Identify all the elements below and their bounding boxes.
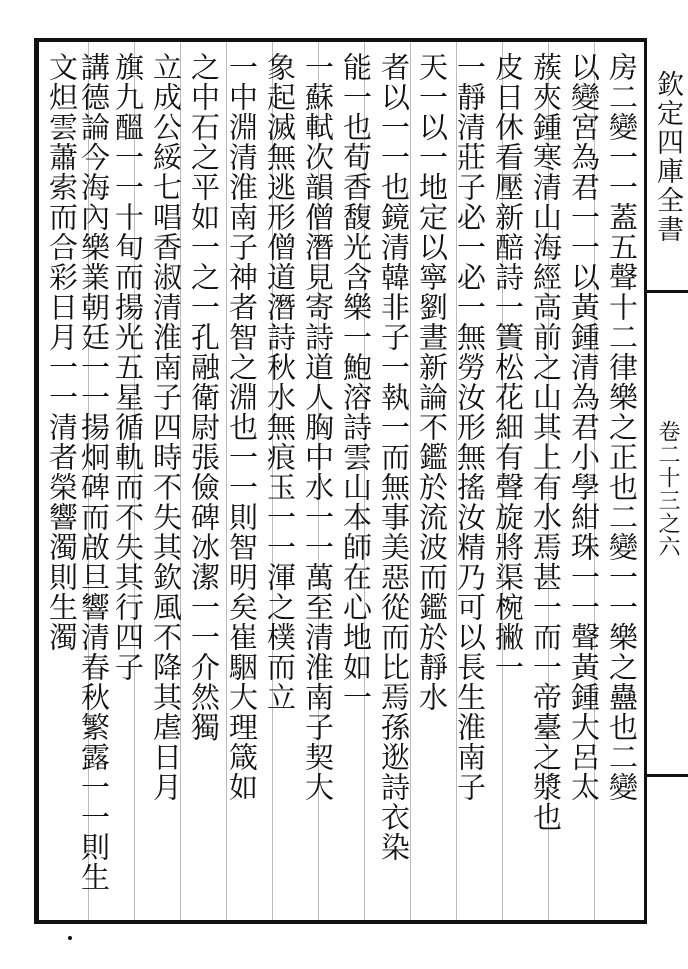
text-column-6: 天一以一地定以寧劉晝新論不鑑於流波而鑑於靜水: [415, 52, 449, 712]
text-column-7: 者以一一也鏡清韓非子一執一而無事美惡從而比焉孫逖詩衣染: [377, 52, 411, 862]
ink-dot: [68, 936, 72, 940]
fold-rule-upper: [646, 290, 688, 293]
text-column-15: 講德論今海內樂業朝廷一一揚炯碑而啟旦響清春秋繁露一一則生: [77, 52, 111, 892]
text-column-11: 一中淵清淮南子神者智之淵也一一則智明矣崔駰大理箴如: [225, 52, 259, 802]
text-column-16: 文炟雲蕭索而合彩日月一一清者榮響濁則生濁: [45, 52, 79, 652]
text-column-12: 之中石之平如一之一孔融衛尉張儉碑冰潔一一介然獨: [187, 52, 221, 742]
book-title: 欽定四庫全書: [652, 70, 683, 244]
fold-rule-lower: [646, 774, 688, 777]
text-column-4: 皮日休看壓新醅詩一簀松花細有聲旋將渠椀撇一: [491, 52, 525, 682]
text-column-13: 立成公綏七唱香淑清淮南子四時不失其欽風不降其虐日月: [149, 52, 183, 802]
text-column-10: 象起滅無逃形僧道潛詩秋水無痕玉一一渾之樸而立: [263, 52, 297, 712]
text-column-1: 房二變一一蓋五聲十二律樂之正也二變一一樂之蠱也二變: [605, 52, 639, 802]
frame-left-border: [34, 38, 39, 924]
text-column-14: 旗九醞一一十旬而揚光五星循軌而不失其行四子: [111, 52, 145, 682]
frame-top-border: [34, 38, 646, 42]
text-column-5: 一靜清莊子必一必一無勞汝形無搖汝精乃可以長生淮南子: [453, 52, 487, 802]
text-column-2: 以變宮為君一一以黃鍾清為君小學紺珠一一聲黃鍾大呂太: [567, 52, 601, 802]
text-column-9: 一蘇軾次韻僧潛見寄詩道人胸中水一一萬至清淮南子契大: [301, 52, 335, 802]
text-column-8: 能一也荀香馥光含樂一鮑溶詩雲山本師在心地如一: [339, 52, 373, 712]
text-column-3: 蔟夾鍾寒清山海經高前之山其上有水焉甚一而一帝臺之漿也: [529, 52, 563, 832]
chapter-number: 卷二十三之六: [655, 420, 680, 558]
frame-bottom-border: [34, 920, 646, 924]
